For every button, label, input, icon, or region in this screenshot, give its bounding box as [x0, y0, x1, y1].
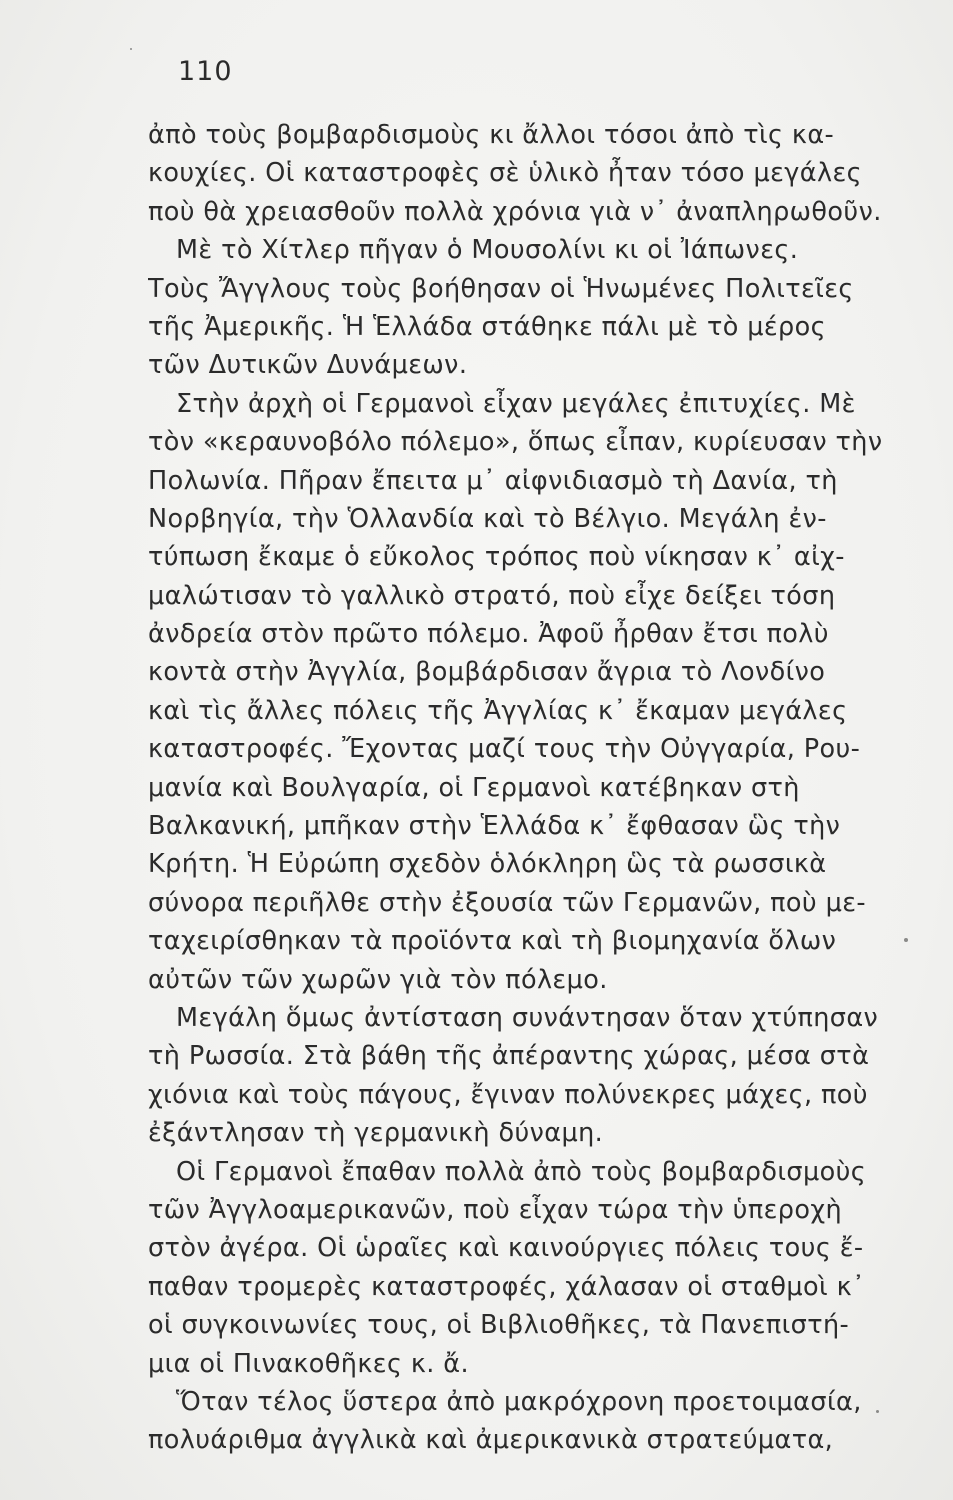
text-line: αὐτῶν τῶν χωρῶν γιὰ τὸν πόλεμο. [148, 964, 608, 995]
text-line: τύπωση ἔκαμε ὁ εὔκολος τρόπος ποὺ νίκησαν κ᾽ αἰχ- [148, 542, 845, 573]
text-line: χιόνια καὶ τοὺς πάγους, ἔγιναν πολύνεκρες μάχες, ποὺ [148, 1079, 868, 1110]
text-line: Στὴν ἀρχὴ οἱ Γερμανοὶ εἶχαν μεγάλες ἐπιτυχίες. Μὲ [176, 388, 856, 419]
text-line: πολυάριθμα ἀγγλικὰ καὶ ἀμερικανικὰ στρατεύματα, [148, 1425, 834, 1456]
text-line: ποὺ θὰ χρειασθοῦν πολλὰ χρόνια γιὰ ν᾽ ἀναπληρωθοῦν. [148, 196, 882, 227]
text-line: Κρήτη. Ἡ Εὐρώπη σχεδὸν ὁλόκληρη ὣς τὰ ρωσσικὰ [148, 849, 827, 880]
text-line: Μεγάλη ὅμως ἀντίσταση συνάντησαν ὅταν χτύπησαν [176, 1002, 879, 1033]
text-line: τῶν Δυτικῶν Δυνάμεων. [148, 350, 468, 381]
print-speck [876, 1410, 879, 1413]
text-line: καταστροφές. Ἔχοντας μαζί τους τὴν Οὐγγαρία, Ρου- [148, 734, 861, 765]
text-line: τῆς Ἀμερικῆς. Ἡ Ἑλλάδα στάθηκε πάλι μὲ τὸ μέρος [148, 311, 826, 342]
text-line: Μὲ τὸ Χίτλερ πῆγαν ὁ Μουσολίνι κι οἱ Ἰάπωνες. [176, 235, 799, 266]
text-line: Βαλκανική, μπῆκαν στὴν Ἑλλάδα κ᾽ ἔφθασαν ὣς τὴν [148, 811, 841, 842]
text-line: στὸν ἀγέρα. Οἱ ὡραῖες καὶ καινούργιες πόλεις τους ἔ- [148, 1233, 864, 1264]
text-line: τὸν «κεραυνοβόλο πόλεμο», ὅπως εἶπαν, κυρίευσαν τὴν [148, 427, 883, 458]
text-line: μια οἱ Πινακοθῆκες κ. ἄ. [148, 1348, 469, 1379]
text-line: παθαν τρομερὲς καταστροφές, χάλασαν οἱ σταθμοὶ κ᾽ [148, 1271, 866, 1302]
text-line: τὴ Ρωσσία. Στὰ βάθη τῆς ἀπέραντης χώρας, μέσα στὰ [148, 1041, 870, 1072]
print-speck [904, 938, 908, 942]
text-line: μαλώτισαν τὸ γαλλικὸ στρατό, ποὺ εἶχε δείξει τόση [148, 580, 836, 611]
text-line: Οἱ Γερμανοὶ ἔπαθαν πολλὰ ἀπὸ τοὺς βομβαρδισμοὺς [176, 1156, 867, 1187]
body-text [148, 116, 928, 1460]
text-line: Νορβηγία, τὴν Ὁλλανδία καὶ τὸ Βέλγιο. Μεγάλη ἐν- [148, 503, 827, 534]
text-line: κουχίες. Οἱ καταστροφὲς σὲ ὑλικὸ ἦταν τόσο μεγάλες [148, 158, 862, 189]
text-line: ἀνδρεία στὸν πρῶτο πόλεμο. Ἀφοῦ ἦρθαν ἔτσι πολὺ [148, 619, 829, 650]
text-line: σύνορα περιῆλθε στὴν ἐξουσία τῶν Γερμανῶν, ποὺ με- [148, 887, 866, 918]
text-line: ἀπὸ τοὺς βομβαρδισμοὺς κι ἄλλοι τόσοι ἀπὸ τὶς κα- [148, 120, 835, 150]
text-line: ταχειρίσθηκαν τὰ προϊόντα καὶ τὴ βιομηχανία ὅλων [148, 926, 837, 957]
text-line: μανία καὶ Βουλγαρία, οἱ Γερμανοὶ κατέβηκαν στὴ [148, 772, 800, 803]
print-speck [130, 48, 132, 50]
text-line: κοντὰ στὴν Ἀγγλία, βομβάρδισαν ἄγρια τὸ Λονδίνο [148, 657, 826, 688]
text-line: ἐξάντλησαν τὴ γερμανικὴ δύναμη. [148, 1118, 604, 1149]
text-line: Ὅταν τέλος ὕστερα ἀπὸ μακρόχρονη προετοιμασία, [176, 1386, 862, 1417]
text-line: Πολωνία. Πῆραν ἔπειτα μ᾽ αἰφνιδιασμὸ τὴ Δανία, τὴ [148, 465, 838, 496]
page-number: 110 [178, 56, 233, 87]
text-line: οἱ συγκοινωνίες τους, οἱ Βιβλιοθῆκες, τὰ Πανεπιστή- [148, 1310, 850, 1341]
text-line: Τοὺς Ἄγγλους τοὺς βοήθησαν οἱ Ἡνωμένες Πολιτεῖες [148, 273, 854, 304]
text-line: τῶν Ἀγγλοαμερικανῶν, ποὺ εἶχαν τώρα τὴν ὑπεροχὴ [148, 1194, 843, 1225]
text-line: καὶ τὶς ἄλλες πόλεις τῆς Ἀγγλίας κ᾽ ἔκαμαν μεγάλες [148, 695, 848, 726]
